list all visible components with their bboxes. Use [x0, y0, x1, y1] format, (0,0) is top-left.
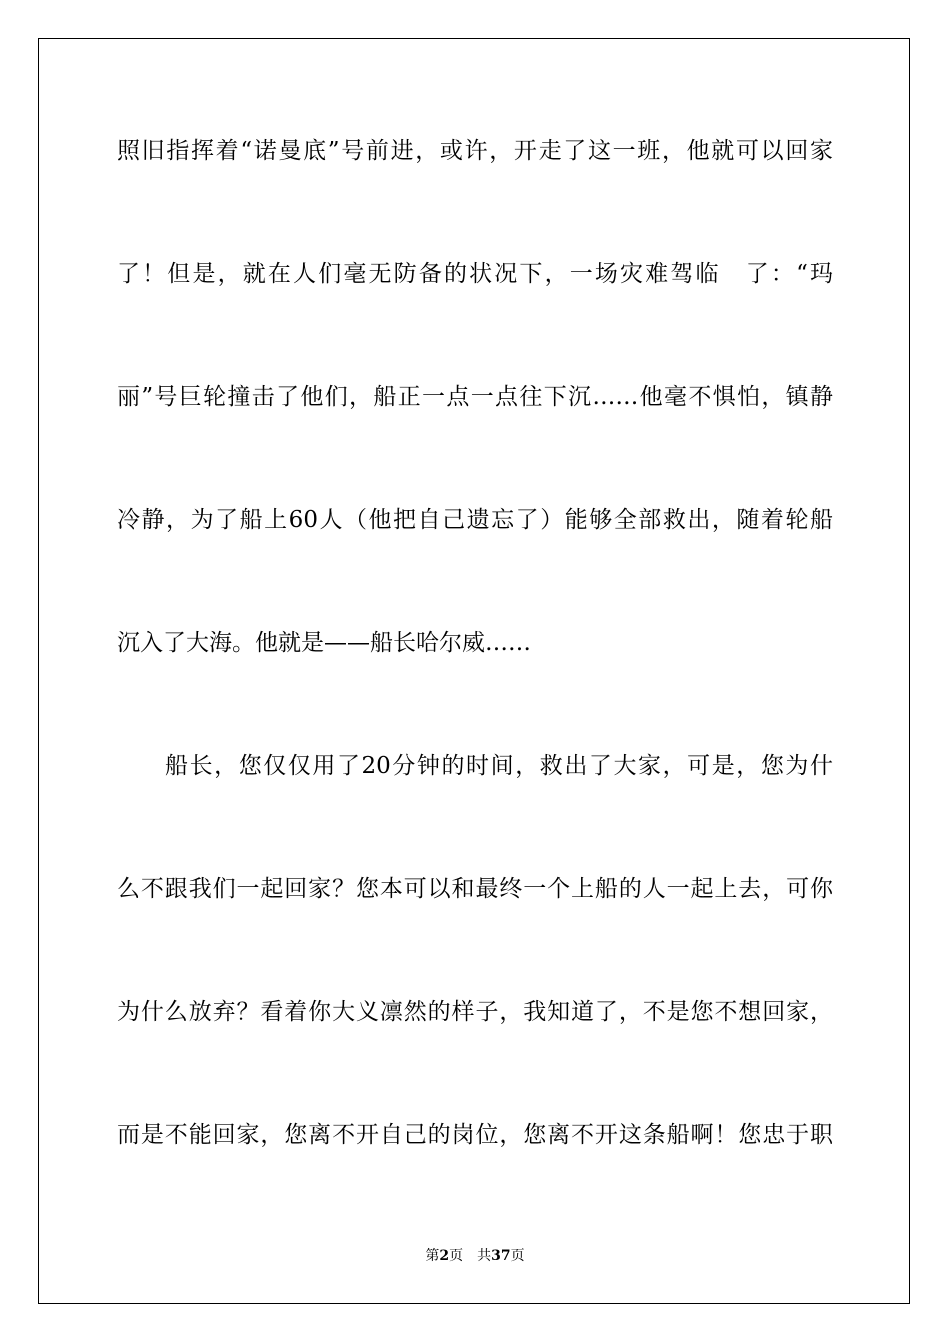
paragraph-line-9: 而是不能回家，您离不开自己的岗位，您离不开这条船啊！您忠于职	[117, 1122, 833, 1148]
footer-page-number: 2	[439, 1248, 450, 1264]
paragraph-line-4: 冷静，为了船上60人（他把自己遗忘了）能够全部救出，随着轮船	[117, 507, 833, 533]
footer-total-prefix: 共	[477, 1248, 492, 1264]
paragraph-line-8: 为什么放弃？看着你大义凛然的样子，我知道了，不是您不想回家，	[117, 999, 833, 1025]
footer-page-prefix: 第	[425, 1248, 440, 1264]
footer-total-suffix: 页	[510, 1248, 525, 1264]
paragraph-line-7: 么不跟我们一起回家？您本可以和最终一个上船的人一起上去，可你	[117, 876, 833, 902]
footer-page-suffix: 页	[449, 1248, 464, 1264]
paragraph-line-2: 了！但是，就在人们毫无防备的状况下，一场灾难驾临 了：“玛	[117, 261, 833, 287]
paragraph-line-5: 沉入了大海。他就是——船长哈尔威……	[117, 630, 531, 656]
footer-total-number: 37	[491, 1248, 511, 1264]
page-footer	[0, 1247, 950, 1265]
paragraph-line-1: 照旧指挥着“诺曼底”号前进，或许，开走了这一班，他就可以回家	[117, 138, 833, 164]
page-border	[38, 38, 910, 1304]
paragraph-line-3: 丽”号巨轮撞击了他们，船正一点一点往下沉……他毫不惧怕，镇静	[117, 384, 833, 410]
paragraph-line-6: 船长，您仅仅用了20分钟的时间，救出了大家，可是，您为什	[165, 753, 833, 779]
